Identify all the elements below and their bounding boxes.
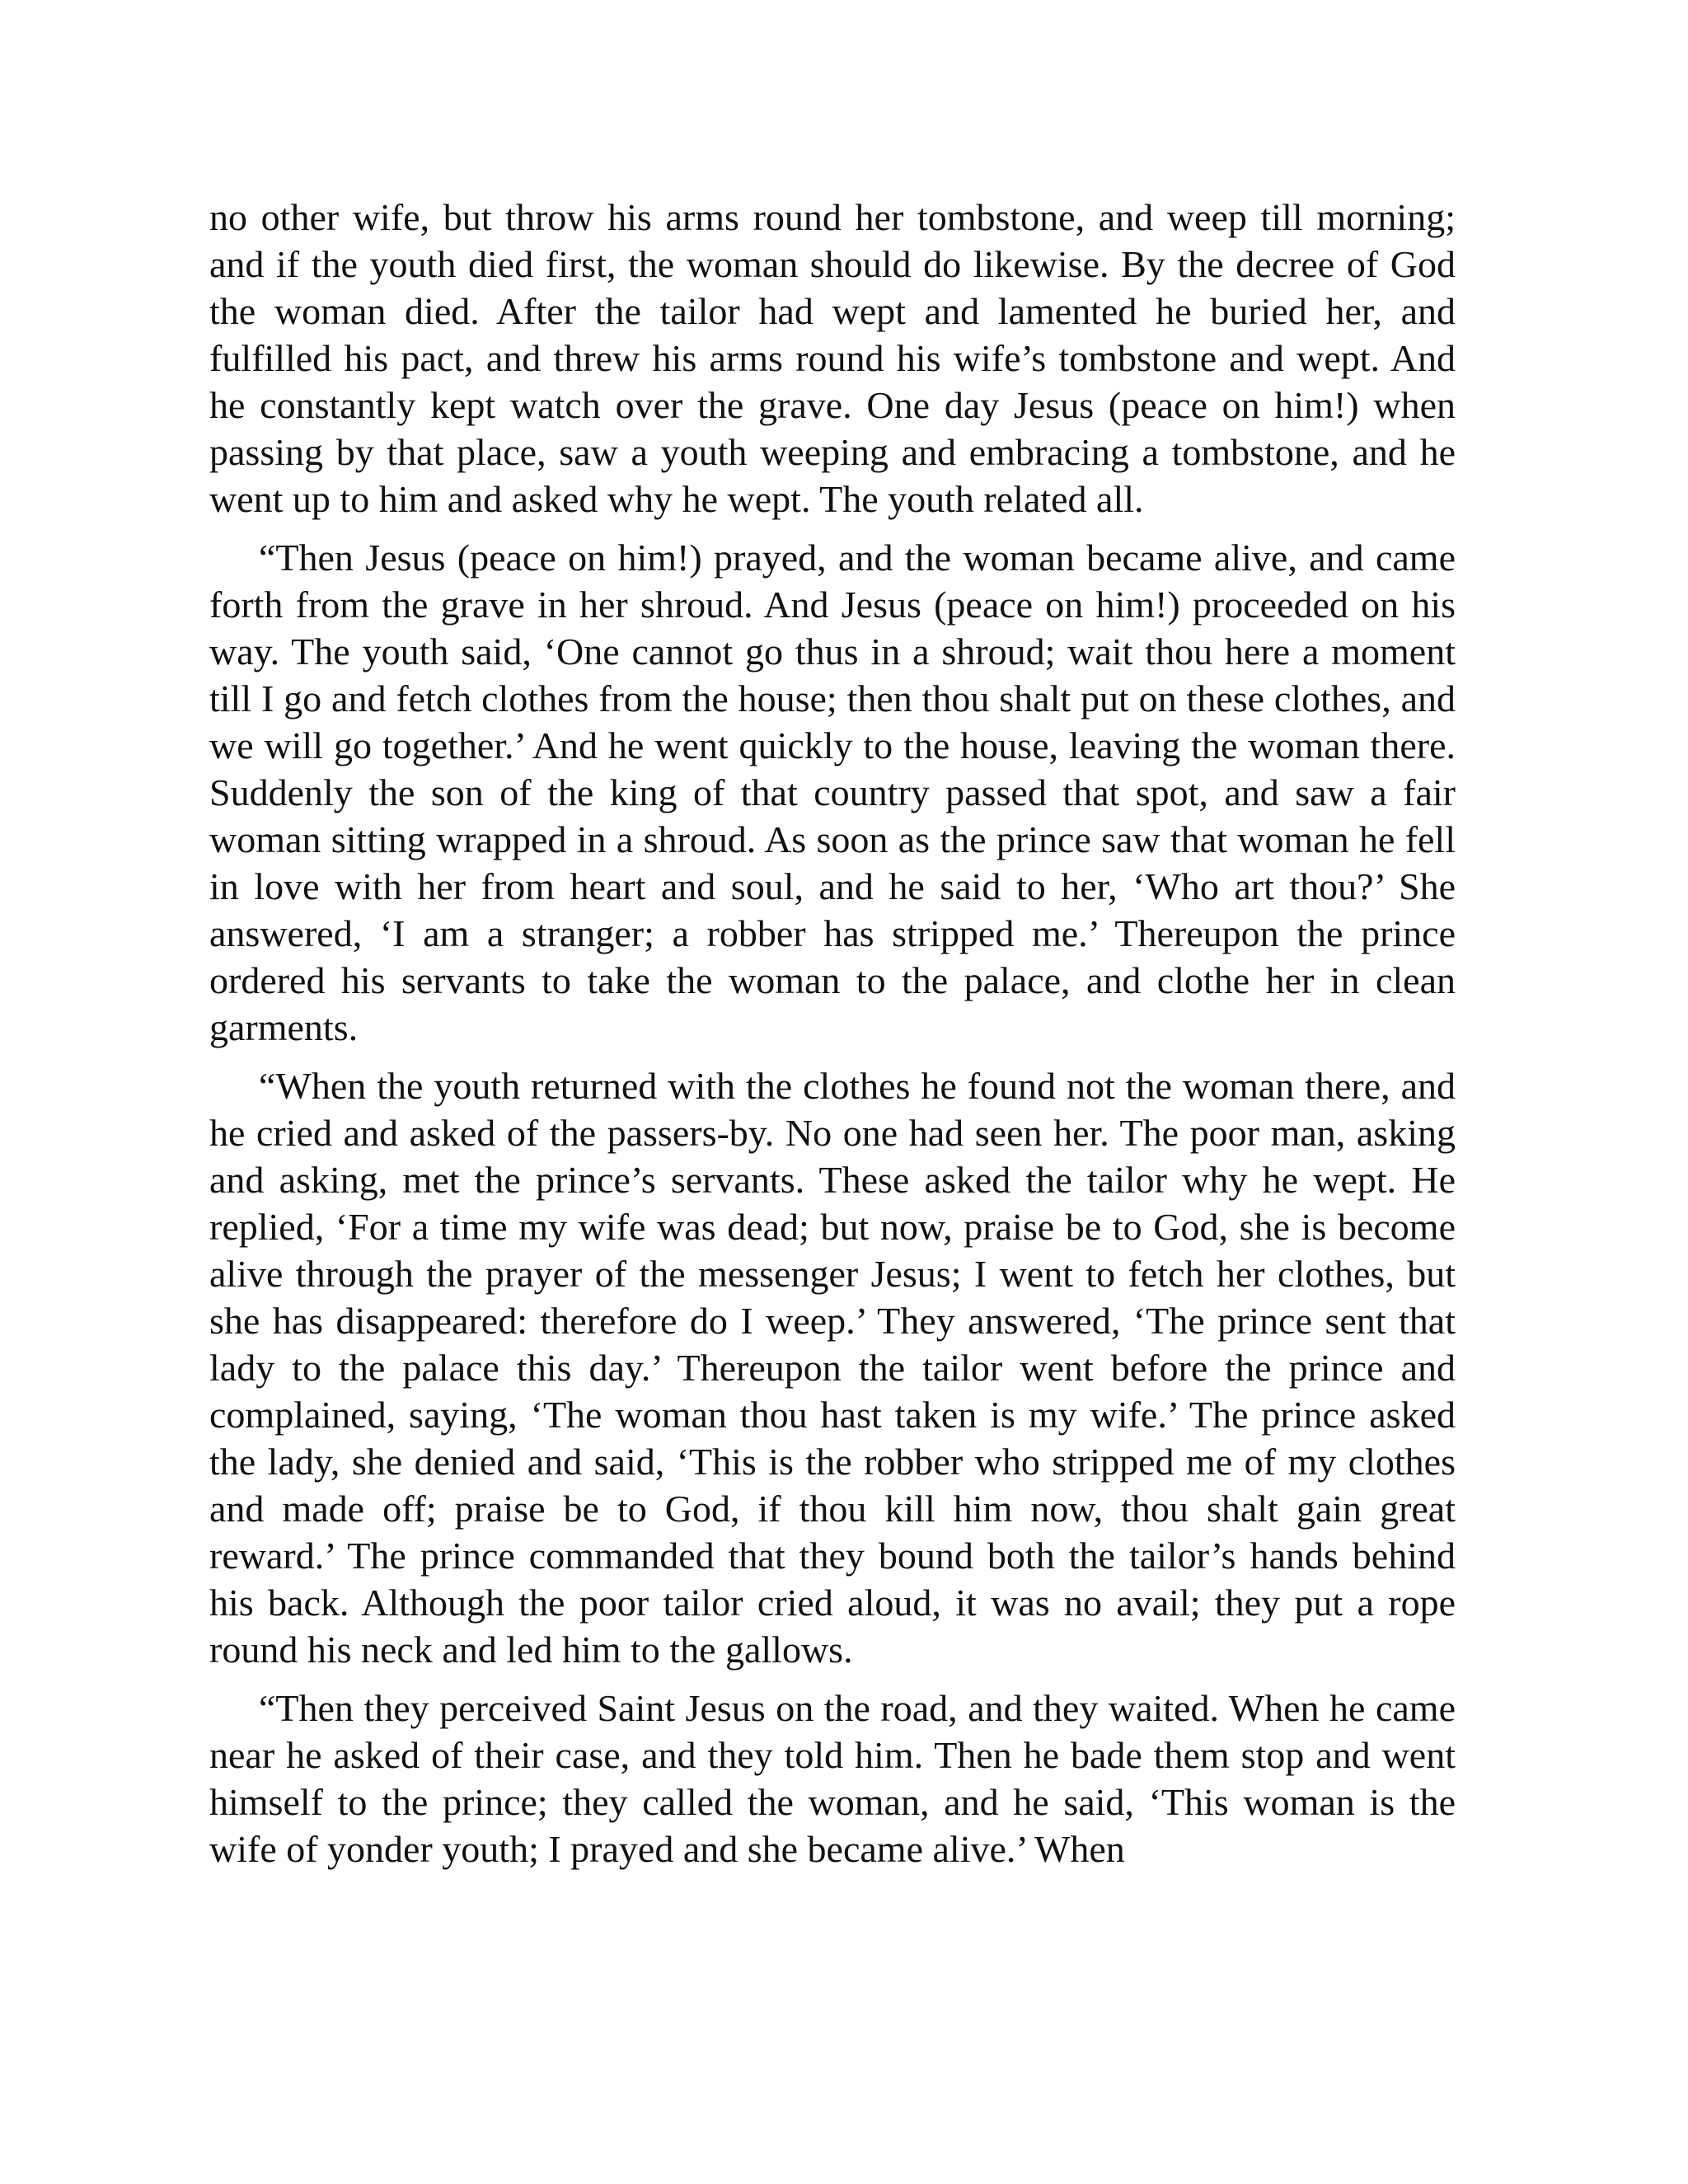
paragraph-1: no other wife, but throw his arms round her tombstone, and weep till morning; and if the youth died first, the woman should do likewise. By the decree of God the woman died. After the tailor had wept and lamented he buried her, and fulfilled his pact, and threw his arms round his wife’s tombstone and wept. And he constantly kept watch over the grave. One day Jesus (peace on him!) when passing by that place, saw a youth weeping and embracing a tombstone, and he went up to him and asked why he wept. The youth related all.: [209, 196, 1456, 520]
paragraph-2: “Then Jesus (peace on him!) prayed, and the woman became alive, and came forth from the grave in her shroud. And Jesus (peace on him!) proceeded on his way. The youth said, ‘One cannot go thus in a shroud; wait thou here a moment till I go and fetch clothes from the house; then thou shalt put on these clothes, and we will go together.’ And he went quickly to the house, leaving the woman there. Suddenly the son of the king of that country passed that spot, and saw a fair woman sitting wrapped in a shroud. As soon as the prince saw that woman he fell in love with her from heart and soul, and he said to her, ‘Who art thou?’ She answered, ‘I am a stranger; a robber has stripped me.’ Thereupon the prince ordered his servants to take the woman to the palace, and clothe her in clean garments.: [209, 537, 1456, 1048]
paragraph-3: “When the youth returned with the clothes he found not the woman there, and he cried and asked of the passers-by. No one had seen her. The poor man, asking and asking, met the prince’s servants. These asked the tailor why he wept. He replied, ‘For a time my wife was dead; but now, praise be to God, she is become alive through the prayer of the messenger Jesus; I went to fetch her clothes, but she has disappeared: therefore do I weep.’ They answered, ‘The prince sent that lady to the palace this day.’ Thereupon the tailor went before the prince and complained, saying, ‘The woman thou hast taken is my wife.’ The prince asked the lady, she denied and said, ‘This is the robber who stripped me of my clothes and made off; praise be to God, if thou kill him now, thou shalt gain great reward.’ The prince commanded that they bound both the tailor’s hands behind his back. Although the poor tailor cried aloud, it was no avail; they put a rope round his neck and led him to the gallows.: [209, 1065, 1456, 1671]
paragraph-4: “Then they perceived Saint Jesus on the road, and they waited. When he came near he asked of their case, and they told him. Then he bade them stop and went himself to the prince; they called the woman, and he said, ‘This woman is the wife of yonder youth; I prayed and she became alive.’ When: [209, 1687, 1456, 1870]
body-text: [209, 194, 1456, 1884]
